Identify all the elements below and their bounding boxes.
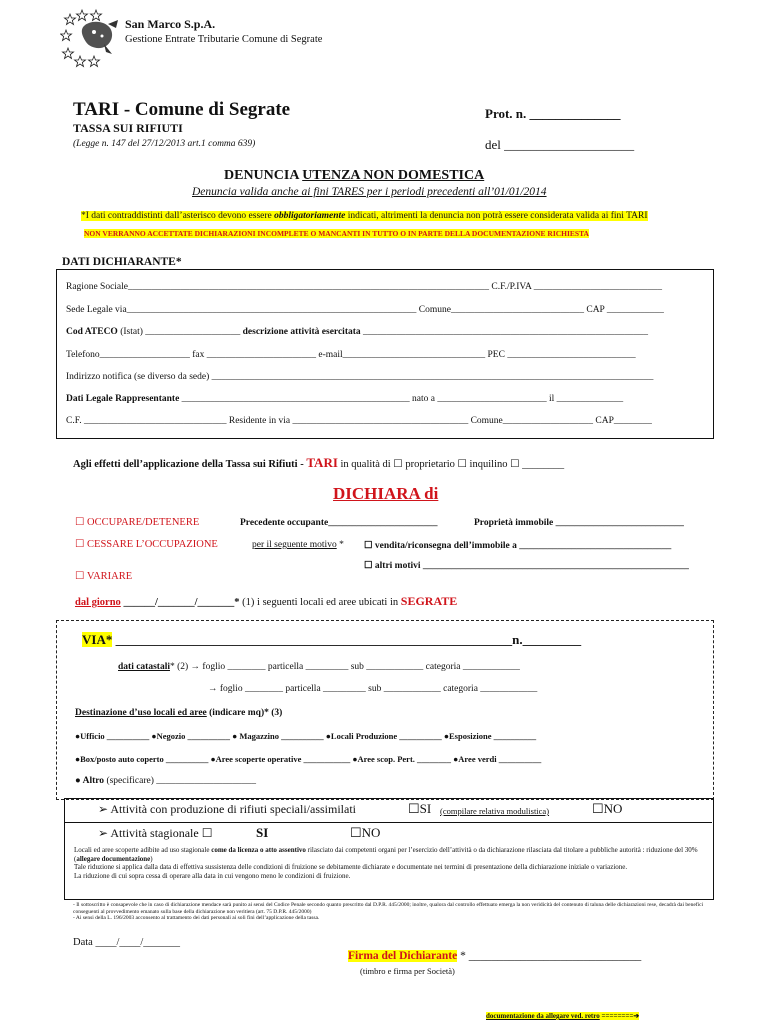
cessare-checkbox[interactable]: ☐ CESSARE L’OCCUPAZIONE	[75, 539, 218, 550]
attivita-divider	[64, 822, 712, 823]
mandatory-warning: *I dati contraddistinti dall’asterisco devono essere obbligatoriamente indicati, altrimenti la denuncia non potrà essere considerata valida ai fini TARI	[81, 211, 648, 221]
ragione-sociale-row[interactable]: Ragione Sociale____________________________________________________________________________ C.F./P.IVA ___________________________	[66, 282, 662, 292]
speciali-si-checkbox[interactable]: ☐SI	[408, 801, 432, 816]
stagionale-row[interactable]: ➢ Attività stagionale ☐	[98, 826, 213, 840]
destinazione-heading: Destinazione d’uso locali ed aree (indicare mq)* (3)	[75, 708, 283, 718]
legge-reference: (Legge n. 147 del 27/12/2013 art.1 comma 639)	[73, 139, 256, 149]
destinazione-row-3[interactable]: ● Altro (specificare) _____________________	[75, 776, 257, 786]
motivo-label: per il seguente motivo *	[252, 540, 344, 550]
footnotes: - Il sottoscritto è consapevole che in caso di dichiarazione mendace sarà punito ai sensi del Codice Penale secondo quanto prescritto dal D.P.R. 445/2000; inoltre, qualora dal controllo effettuato emerga la non veridicità del contenuto di taluna delle dichiarazioni rese, decadrà dai benefici conseguenti al provvedimento emanato sulla base della dichiarazione non veritiera (art. 75 D.P.R. 445/2000) - Ai sensi della L. 196/2003 acconsento al trattamento dei dati personali ai soli fini dell’applicazione della tassa.	[73, 902, 704, 921]
stagionale-notes: Locali ed aree scoperte adibite ad uso stagionale come da licenza o atto assentivo rilasciato dai competenti organi per l’esercizio dell’attività o da dichiarazione rilasciata dal titolare a pubbliche autorità : riduzione del 30% (allegare documentazione) Tale riduzione si applica dalla data di effettiva sussistenza delle condizioni di fruizione se debitamente dichiarate e documentate nei termini di presentazione della dichiarazione iniziale o variazione. La riduzione di cui sopra cessa di operare alla data in cui vengono meno le condizioni di fruizione.	[74, 846, 698, 880]
stagionale-si[interactable]: SI	[256, 825, 269, 840]
page-subtitle: TASSA SUI RIFIUTI	[73, 121, 183, 135]
company-name: San Marco S.p.A.	[125, 17, 216, 31]
denuncia-subtitle: Denuncia valida anche ai fini TARES per i periodi precedenti all’01/01/2014	[192, 186, 547, 198]
dati-heading: DATI DICHIARANTE*	[62, 256, 182, 268]
vendita-checkbox[interactable]: ☐ vendita/riconsegna dell’immobile a ________________________________	[364, 541, 672, 551]
cf-residente-row[interactable]: C.F. ______________________________ Residente in via _____________________________________ Comune___________________ CAP________	[66, 416, 652, 426]
speciali-no-checkbox[interactable]: ☐NO	[592, 801, 623, 816]
del-field[interactable]: del ____________________	[485, 137, 635, 152]
variare-checkbox[interactable]: ☐ VARIARE	[75, 571, 133, 582]
catastali-row-1[interactable]: dati catastali* (2) → foglio ________ particella _________ sub ____________ categoria ____________	[118, 662, 520, 672]
timbro-note: (timbro e firma per Società)	[360, 966, 455, 976]
legale-rappresentante-row[interactable]: Dati Legale Rappresentante ________________________________________________ nato a _______________________ il ______________	[66, 394, 624, 404]
via-field[interactable]: VIA* _____________________________________________________________n._________	[82, 632, 582, 647]
dal-giorno-row[interactable]: dal giorno ______/_______/_______* (1) i seguenti locali ed aree ubicati in SEGRATE	[75, 594, 458, 608]
dichiara-title: DICHIARA di	[333, 484, 439, 503]
indirizzo-notifica-row[interactable]: Indirizzo notifica (se diverso da sede) _____________________________________________________________________________________________	[66, 372, 654, 382]
denuncia-title: DENUNCIA UTENZA NON DOMESTICA	[224, 168, 485, 183]
destinazione-row-1[interactable]: ●Ufficio __________ ●Negozio __________ ● Magazzino __________ ●Locali Produzione __________ ●Esposizione __________	[75, 731, 537, 741]
altri-motivi-checkbox[interactable]: ☐ altri motivi ________________________________________________________	[364, 561, 689, 571]
data-field[interactable]: Data ____/____/_______	[73, 937, 181, 948]
prot-field[interactable]: Prot. n. ______________	[485, 106, 621, 121]
sede-legale-row[interactable]: Sede Legale via_____________________________________________________________ Comune____________________________ CAP ____________	[66, 305, 664, 315]
destinazione-row-2[interactable]: ●Box/posto auto coperto __________ ●Aree scoperte operative ___________ ●Aree scop. Pert. ________ ●Aree verdi __________	[75, 754, 542, 764]
stagionale-no-checkbox[interactable]: ☐NO	[350, 825, 381, 840]
compilare-note: (compilare relativa modulistica)	[440, 806, 550, 816]
speciali-row: ➢ Attività con produzione di rifiuti speciali/assimilati	[98, 802, 357, 816]
precedente-occupante[interactable]: Precedente occupante_______________________	[240, 518, 438, 528]
company-subtitle: Gestione Entrate Tributarie Comune di Segrate	[125, 34, 323, 45]
incomplete-warning: NON VERRANNO ACCETTATE DICHIARAZIONI INCOMPLETE O MANCANTI IN TUTTO O IN PARTE DELLA DOCUMENTAZIONE RICHIESTA	[84, 229, 589, 238]
firma-row[interactable]: Firma del Dichiarante * ______________________________	[348, 950, 642, 962]
proprieta-immobile[interactable]: Proprietà immobile ___________________________	[474, 518, 684, 528]
effetti-row[interactable]: Agli effetti dell’applicazione della Tassa sui Rifiuti - TARI in qualità di ☐ proprietario ☐ inquilino ☐ ________	[73, 455, 565, 470]
documentazione-link[interactable]: documentazione da allegare ved. retro ========➔	[486, 1012, 640, 1020]
ateco-row[interactable]: Cod ATECO (Istat) ____________________ descrizione attività esercitata ____________________________________________________________	[66, 327, 649, 337]
page-title: TARI - Comune di Segrate	[73, 99, 291, 120]
occupare-checkbox[interactable]: ☐ OCCUPARE/DETENERE	[75, 517, 200, 528]
company-logo	[60, 8, 124, 70]
catastali-row-2[interactable]: → foglio ________ particella _________ sub ____________ categoria ____________	[208, 684, 538, 694]
telefono-row[interactable]: Telefono___________________ fax _______________________ e-mail______________________________ PEC ___________________________	[66, 350, 636, 360]
